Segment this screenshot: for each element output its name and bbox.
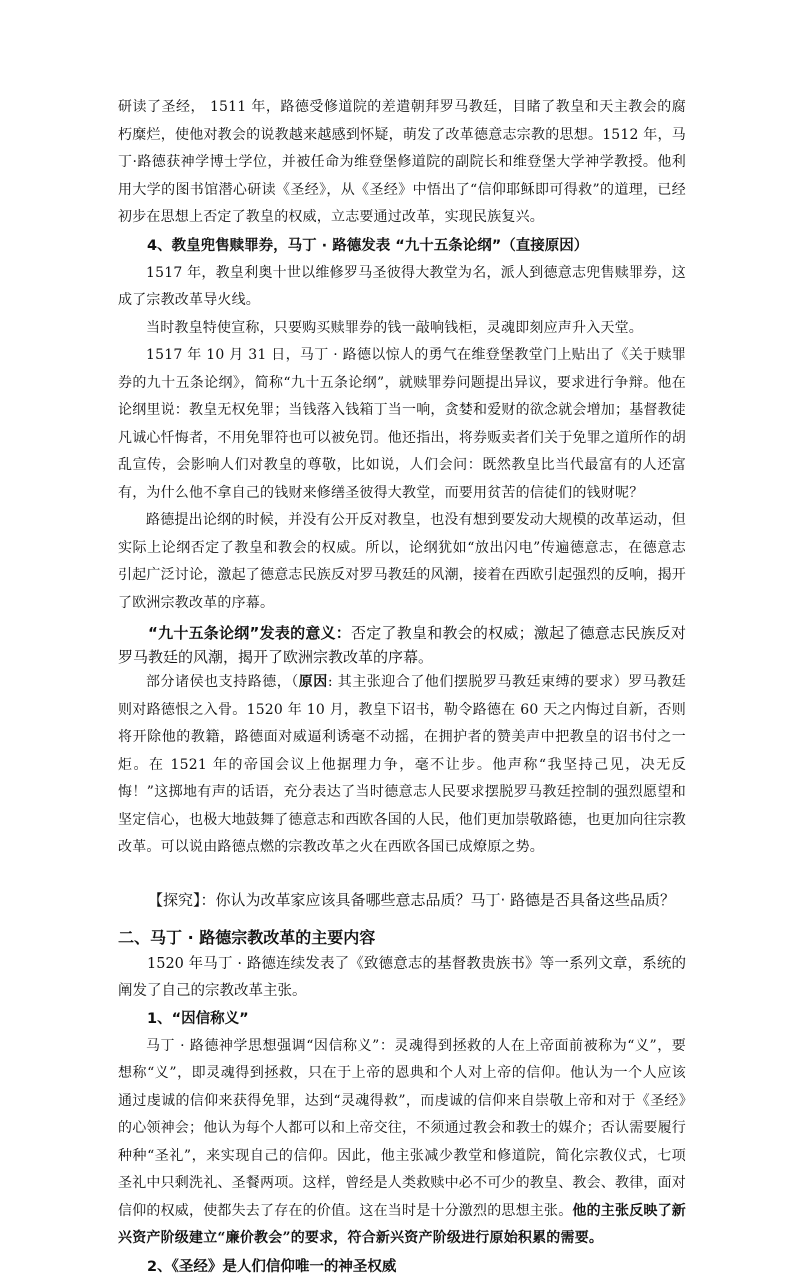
justification-conclusion: 他的主张反映了新兴资产阶级建立“廉价教会”的要求，符合新兴资产阶级进行原始积累的需要。: [118, 1202, 687, 1246]
para6-rest: : 其主张迎合了他们摆脱罗马教廷束缚的要求）罗马教廷则对路德恨之入骨。1520 年 10 月，教皇下诏书，勒令路德在 60 天之内悔过自新，否则将开除他的教籍，路德面对威逼利诱毫不动摇，在拥护者的赞美声中把教皇的诏书付之一炬。在 1521 年的帝国会议上他据理力争，毫不让步。他声称“我坚持己见，决无反悔！”这掷地有声的话语，充分表达了当时德意志人民要求摆脱罗马教廷控制的强烈愿望和坚定信心，也极大地鼓舞了德意志和西欧各国的人民，他们更加崇敬路德，也更加向往宗教改革。可以说由路德点燃的宗教改革之火在西欧各国已成燎原之势。: [118, 674, 687, 855]
paragraph-significance: [118, 621, 686, 669]
paragraph-1520-writings: 1520 年马丁 · 路德连续发表了《致德意志的基督教贵族书》等一系列文章，系统的阐发了自己的宗教改革主张。: [118, 955, 686, 999]
heading-indulgences: 4、教皇兜售赎罪券，马丁 · 路德发表 “九十五条论纲”（直接原因）: [147, 237, 589, 254]
paragraph-luther-background: 研读了圣经， 1511 年，路德受修道院的差遣朝拜罗马教廷，目睹了教皇和天主教会的腐朽糜烂，使他对教会的说教越来越感到怀疑，萌发了改革德意志宗教的思想。1512 年，马丁·路德获神学博士学位，并被任命为维登堡修道院的副院长和维登堡大学神学教授。他利用大学的图书馆潜心研读《圣经》，从《圣经》中悟出了“信仰耶稣即可得救”的道理，已经初步在思想上否定了教皇的权威，立志要通过改革，实现民族复兴。: [118, 99, 686, 225]
subheading-justification-by-faith: 1、“因信称义”: [147, 1010, 249, 1027]
justification-text: 马丁 · 路德神学思想强调“因信称义”：灵魂得到拯救的人在上帝面前被称为“义”，要想称“义”，即灵魂得到拯救，只在于上帝的恩典和个人对上帝的信仰。他认为一个人应该通过虔诚的信仰来获得免罪，达到“灵魂得救”，而虔诚的信仰来自崇敬上帝和对于《圣经》的心领神会；他认为每个人都可以和上帝交往，不须通过教会和教士的媒介；否认需要履行种种“圣礼”，来实现自己的信仰。因此，他主张减少教堂和修道院，简化宗教仪式，七项圣礼中只剩洗礼、圣餐两项。这样，曾经是人类救赎中必不可少的教皇、教会、教律，面对信仰的权威，使都失去了存在的价值。这在当时是十分激烈的思想主张。: [118, 1037, 686, 1219]
significance-label: “九十五条论纲”发表的意义：: [148, 624, 352, 642]
para6-start: 部分诸侯也支持路德，（: [146, 674, 299, 690]
document-page: [118, 94, 686, 1281]
explore-question: 【探究】：你认为改革家应该具备哪些意志品质？马丁· 路德是否具备这些品质？: [148, 890, 676, 909]
paragraph-justification: [118, 1033, 686, 1253]
subheading-bible-authority: 2、《圣经》是人们信仰唯一的神圣权威: [147, 1258, 397, 1275]
paragraph-ninety-five-theses: 1517 年 10 月 31 日，马丁 · 路德以惊人的勇气在维登堡教堂门上贴出了《关于赎罪券的九十五条论纲》，简称“九十五条论纲”，就赎罪券问题提出异议，要求进行争辩。他在论纲里说：教皇无权免罪；当钱落入钱箱丁当一响，贪婪和爱财的欲念就会增加；基督教徒凡诚心忏悔者，不用免罪符也可以被免罚。他还指出，将券贩卖者们关于免罪之道所作的胡乱宣传，会影响人们对教皇的尊敬，比如说，人们会问：既然教皇比当代最富有的人还富有，为什么他不拿自己的钱财来修缮圣彼得大教堂，而要用贫苦的信徒们的钱财呢？: [118, 347, 686, 501]
paragraph-theses-impact: 路德提出论纲的时候，并没有公开反对教皇，也没有想到要发动大规模的改革运动，但实际上论纲否定了教皇和教会的权威。所以，论纲犹如“放出闪电”传遍德意志，在德意志引起广泛讨论，激起了德意志民族反对罗马教廷的风潮，接着在西欧引起强烈的反响，揭开了欧洲宗教改革的序幕。: [118, 512, 686, 611]
paragraph-envoy-claim: 当时教皇特使宣称，只要购买赎罪券的钱一敲响钱柜，灵魂即刻应声升入天堂。: [146, 319, 643, 336]
paragraph-princes-support: [118, 669, 686, 862]
paragraph-leo-x: 1517 年，教皇利奥十世以维修罗马圣彼得大教堂为名，派人到德意志兜售赎罪券，这成了宗教改革导火线。: [118, 264, 686, 308]
reason-label: 原因: [298, 674, 328, 690]
significance-text: 否定了教皇和教会的权威；激起了德意志民族反对罗马教廷的风潮，揭开了欧洲宗教改革的序幕。: [118, 624, 686, 666]
section-heading-main-content: 二、马丁 · 路德宗教改革的主要内容: [118, 927, 376, 947]
